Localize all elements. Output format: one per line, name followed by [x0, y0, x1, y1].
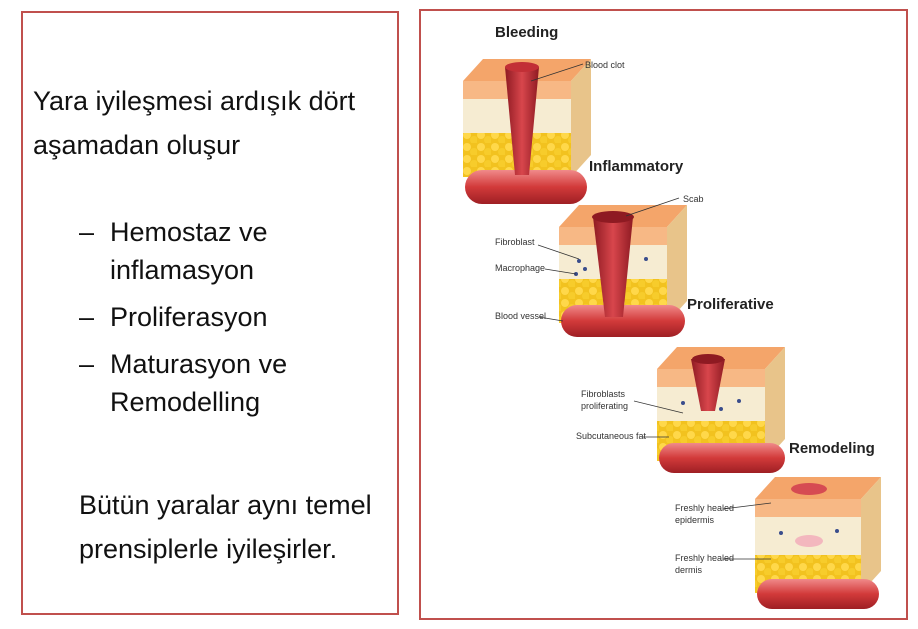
label-freshly-healed-dermis-line2: dermis: [675, 565, 703, 575]
label-macrophage: Macrophage: [495, 263, 546, 273]
phase-item: [79, 298, 379, 336]
tissue-block: [755, 477, 881, 609]
label-fibroblasts: Fibroblasts: [581, 389, 626, 399]
label-scab: Scab: [683, 194, 704, 204]
label-freshly-healed-epidermis-line1: Freshly healed: [675, 503, 735, 513]
phase-list: [79, 213, 379, 430]
tissue-block: [657, 347, 785, 473]
epidermis-layer: [755, 499, 861, 517]
label-subcutaneous-fat: Subcutaneous fat: [576, 431, 647, 441]
healed-scar: [791, 483, 827, 495]
intro-text: Yara iyileşmesi ardışık dört aşamadan oluşur: [33, 86, 356, 160]
bullet-dash: –: [79, 302, 95, 332]
phase-item: [79, 345, 379, 421]
label-proliferating: proliferating: [581, 401, 629, 411]
stage-title: Remodeling: [789, 440, 875, 457]
wound-healing-diagram: [421, 11, 906, 618]
tissue-block: [463, 59, 591, 204]
blood-vessel: [757, 579, 879, 609]
bullet-dash: –: [79, 349, 95, 379]
stage-title: Inflammatory: [589, 158, 684, 175]
stage-title: Proliferative: [687, 296, 774, 313]
label-freshly-healed-dermis-line1: Freshly healed: [675, 553, 735, 563]
closing-text: Bütün yaralar aynı temel prensiplerle iyileşirler.: [79, 490, 372, 564]
stage-bleeding: [463, 24, 625, 204]
diagram-panel: [419, 9, 908, 620]
blood-vessel: [659, 443, 785, 473]
tissue-block: [559, 205, 687, 337]
phase-label: Hemostaz ve inflamasyon: [110, 217, 268, 285]
scab: [592, 211, 634, 223]
bullet-dash: –: [79, 217, 95, 247]
phase-label: Maturasyon ve Remodelling: [110, 349, 288, 417]
phase-item: [79, 213, 379, 289]
phase-label: Proliferasyon: [110, 302, 268, 332]
label-freshly-healed-epidermis-line2: epidermis: [675, 515, 715, 525]
label-blood-clot: Blood clot: [585, 60, 625, 70]
label-fibroblast: Fibroblast: [495, 237, 535, 247]
stage-title: Bleeding: [495, 24, 559, 41]
text-panel: [21, 11, 399, 615]
label-blood-vessel: Blood vessel: [495, 311, 547, 321]
blood-vessel: [465, 170, 587, 204]
